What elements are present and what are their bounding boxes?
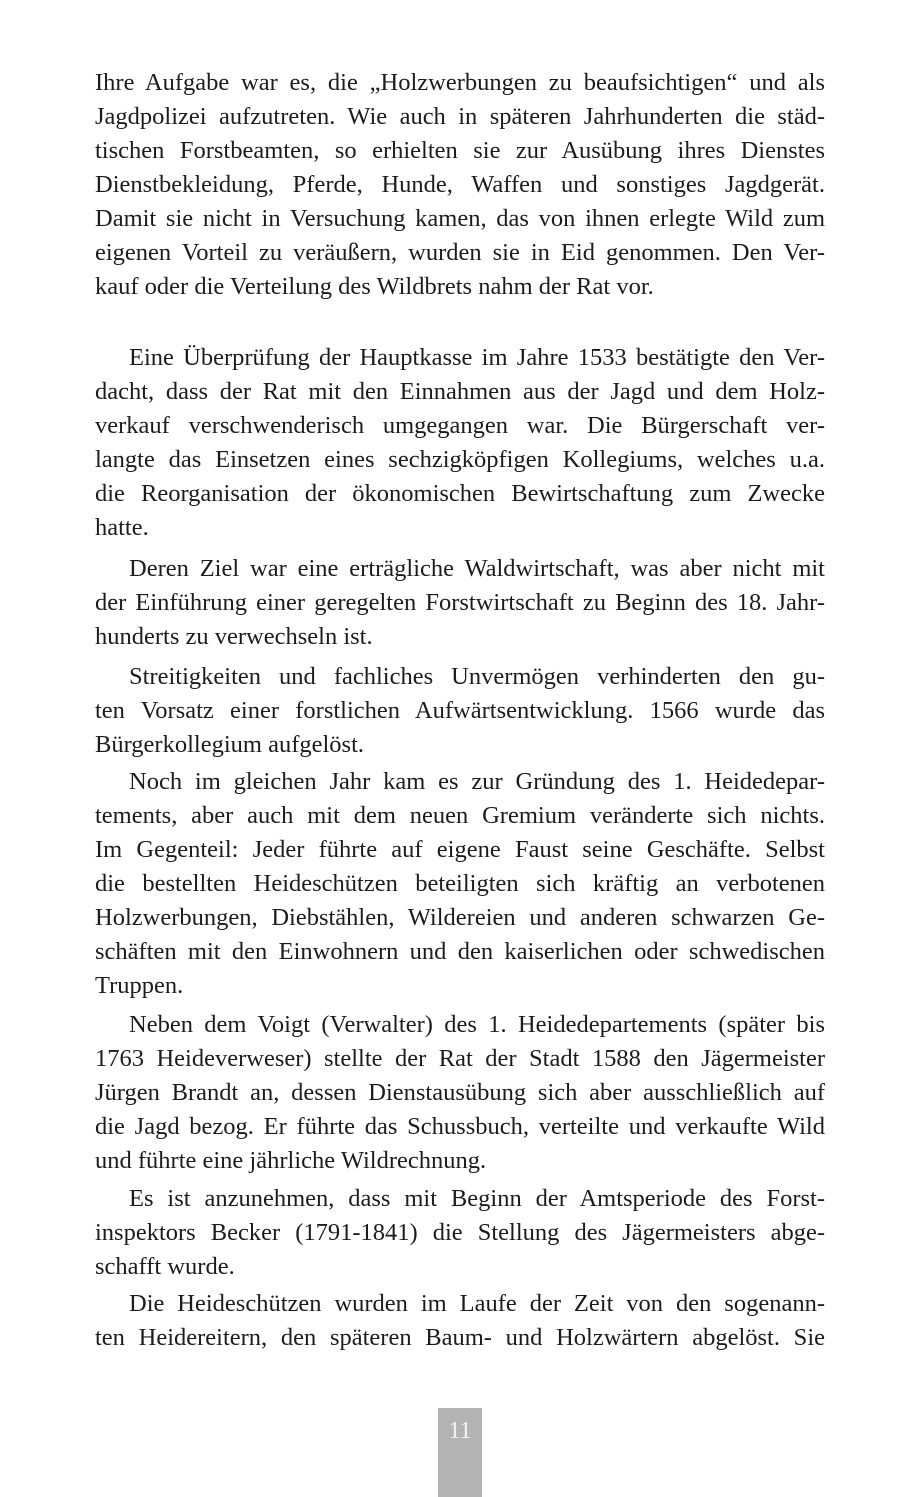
text-line: tischen Forstbeamten, so erhielten sie zur Ausübung ihres Dienstes: [95, 137, 825, 164]
text-line: Neben dem Voigt (Verwalter) des 1. Heidedepartements (später bis: [129, 1011, 825, 1038]
text-line: Dienstbekleidung, Pferde, Hunde, Waffen und sonstiges Jagdgerät.: [95, 171, 825, 198]
text-line: kauf oder die Verteilung des Wildbrets nahm der Rat vor.: [95, 273, 654, 300]
text-line: die bestellten Heideschützen beteiligten sich kräftig an verbotenen: [95, 870, 825, 897]
text-line: tements, aber auch mit dem neuen Gremium veränderte sich nichts.: [95, 802, 825, 829]
text-line: inspektors Becker (1791-1841) die Stellung des Jägermeisters abge-: [95, 1219, 825, 1246]
text-line: dacht, dass der Rat mit den Einnahmen aus der Jagd und dem Holz-: [95, 378, 825, 405]
text-line: Streitigkeiten und fachliches Unvermögen verhinderten den gu-: [129, 663, 825, 690]
text-line: 1763 Heideverweser) stellte der Rat der Stadt 1588 den Jägermeister: [95, 1045, 825, 1072]
text-line: langte das Einsetzen eines sechzigköpfigen Kollegiums, welches u.a.: [95, 446, 825, 473]
text-line: schäften mit den Einwohnern und den kaiserlichen oder schwedischen: [95, 938, 825, 965]
text-line: Im Gegenteil: Jeder führte auf eigene Faust seine Geschäfte. Selbst: [95, 836, 825, 863]
paragraph: [95, 1008, 825, 1178]
text-line: ten Vorsatz einer forstlichen Aufwärtsentwicklung. 1566 wurde das: [95, 697, 825, 724]
paragraph: [95, 66, 825, 304]
paragraph: [95, 341, 825, 545]
paragraph: [95, 1182, 825, 1284]
text-line: Es ist anzunehmen, dass mit Beginn der Amtsperiode des Forst-: [129, 1185, 825, 1212]
page-number: 11: [448, 1418, 472, 1444]
paragraph: [95, 660, 825, 762]
text-line: verkauf verschwenderisch umgegangen war. Die Bürgerschaft ver-: [95, 412, 825, 439]
text-line: Jürgen Brandt an, dessen Dienstausübung sich aber ausschließlich auf: [95, 1079, 825, 1106]
text-line: Eine Überprüfung der Hauptkasse im Jahre 1533 bestätigte den Ver-: [129, 344, 825, 371]
text-line: Bürgerkollegium aufgelöst.: [95, 731, 364, 758]
paragraph: [95, 552, 825, 654]
text-line: Jagdpolizei aufzutreten. Wie auch in späteren Jahrhunderten die städ-: [95, 103, 825, 130]
text-line: schafft wurde.: [95, 1253, 235, 1280]
text-line: Truppen.: [95, 972, 184, 999]
text-line: eigenen Vorteil zu veräußern, wurden sie in Eid genommen. Den Ver-: [95, 239, 825, 266]
text-line: Ihre Aufgabe war es, die „Holzwerbungen zu beaufsichtigen“ und als: [95, 69, 825, 96]
text-line: ten Heidereitern, den späteren Baum- und Holzwärtern abgelöst. Sie: [95, 1324, 825, 1351]
text-line: hunderts zu verwechseln ist.: [95, 623, 373, 650]
text-line: der Einführung einer geregelten Forstwirtschaft zu Beginn des 18. Jahr-: [95, 589, 825, 616]
paragraph: [95, 1287, 825, 1355]
text-line: hatte.: [95, 514, 149, 541]
text-line: und führte eine jährliche Wildrechnung.: [95, 1147, 487, 1174]
text-line: Holzwerbungen, Diebstählen, Wildereien und anderen schwarzen Ge-: [95, 904, 825, 931]
paragraph: [95, 765, 825, 1003]
text-line: die Reorganisation der ökonomischen Bewirtschaftung zum Zwecke: [95, 480, 825, 507]
text-line: Damit sie nicht in Versuchung kamen, das von ihnen erlegte Wild zum: [95, 205, 825, 232]
text-line: Die Heideschützen wurden im Laufe der Zeit von den sogenann-: [129, 1290, 825, 1317]
text-line: Noch im gleichen Jahr kam es zur Gründung des 1. Heidedepar-: [129, 768, 825, 795]
text-line: Deren Ziel war eine erträgliche Waldwirtschaft, was aber nicht mit: [129, 555, 825, 582]
page-number-tab: [438, 1408, 482, 1497]
text-line: die Jagd bezog. Er führte das Schussbuch, verteilte und verkaufte Wild: [95, 1113, 825, 1140]
